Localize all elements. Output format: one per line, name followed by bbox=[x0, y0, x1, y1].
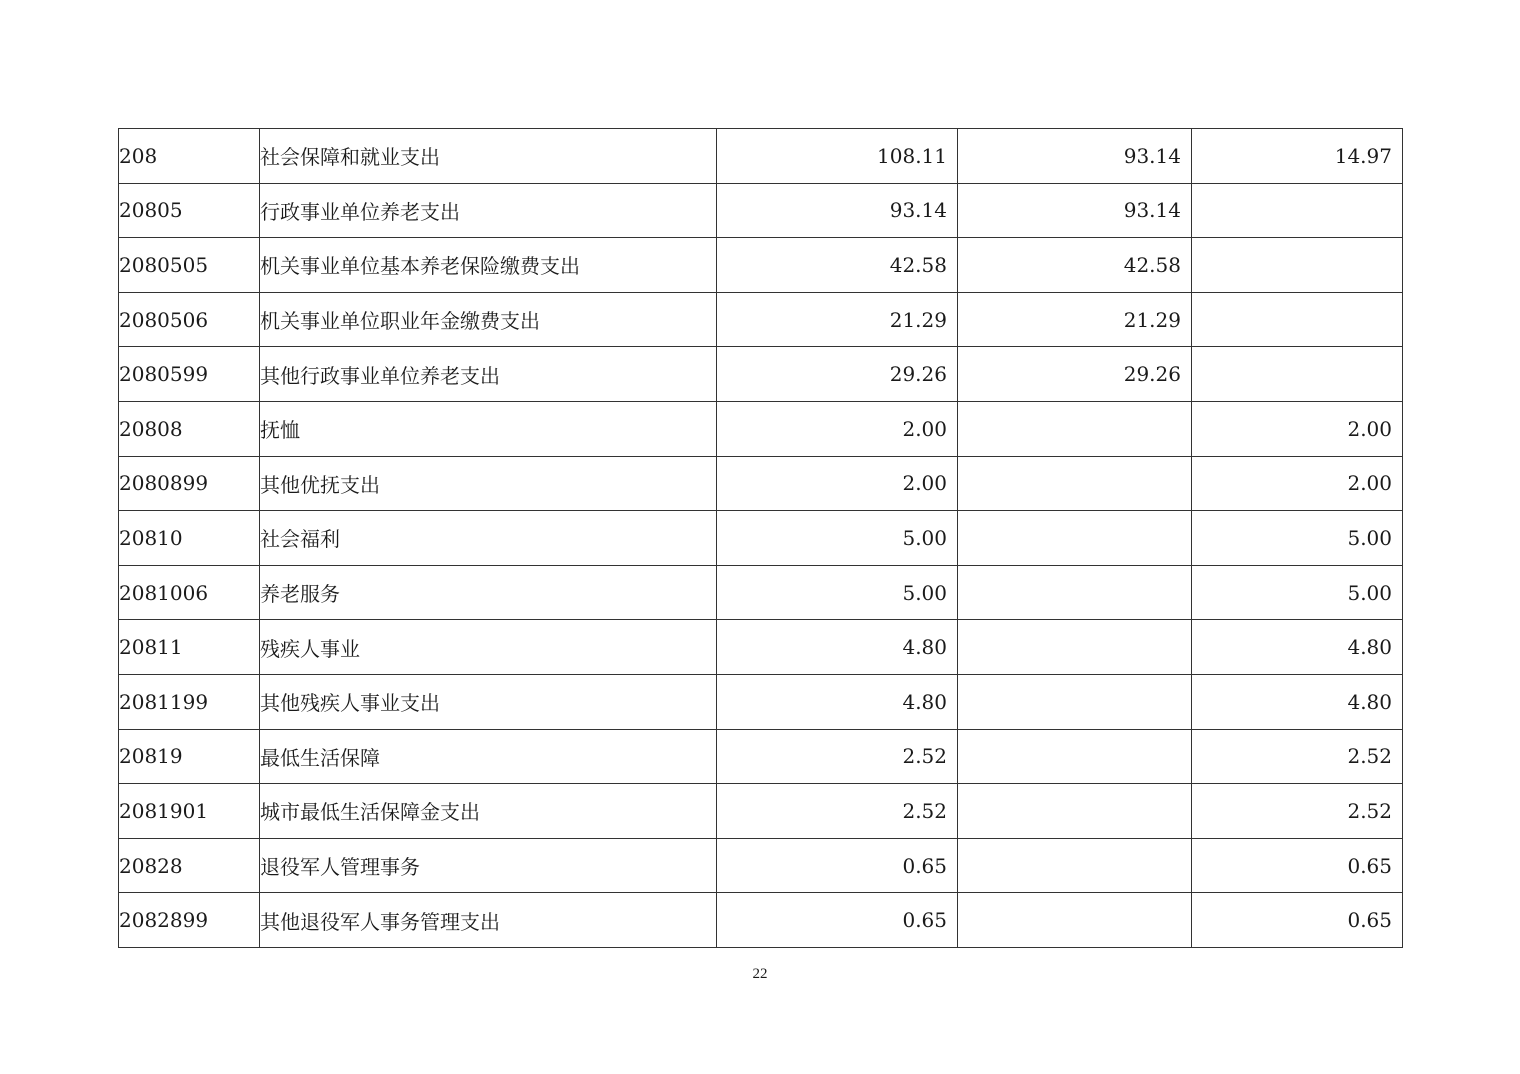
budget-expenditure-table bbox=[118, 128, 1403, 948]
basic-expenditure-cell bbox=[958, 729, 1192, 784]
table-row bbox=[119, 347, 1403, 402]
project-expenditure-cell: 2.00 bbox=[1192, 456, 1403, 511]
project-expenditure-cell: 2.52 bbox=[1192, 729, 1403, 784]
table-row bbox=[119, 292, 1403, 347]
total-amount-cell: 21.29 bbox=[717, 292, 958, 347]
basic-expenditure-cell: 29.26 bbox=[958, 347, 1192, 402]
basic-expenditure-cell bbox=[958, 784, 1192, 839]
basic-expenditure-cell bbox=[958, 674, 1192, 729]
basic-expenditure-cell bbox=[958, 401, 1192, 456]
table-row bbox=[119, 620, 1403, 675]
subject-code-cell: 20811 bbox=[119, 620, 260, 675]
subject-code-cell: 20805 bbox=[119, 183, 260, 238]
project-expenditure-cell: 2.00 bbox=[1192, 401, 1403, 456]
total-amount-cell: 108.11 bbox=[717, 129, 958, 184]
project-expenditure-cell: 2.52 bbox=[1192, 784, 1403, 839]
basic-expenditure-cell bbox=[958, 565, 1192, 620]
subject-code-cell: 2080506 bbox=[119, 292, 260, 347]
total-amount-cell: 2.52 bbox=[717, 784, 958, 839]
project-expenditure-cell: 4.80 bbox=[1192, 674, 1403, 729]
basic-expenditure-cell: 93.14 bbox=[958, 129, 1192, 184]
subject-name-cell: 城市最低生活保障金支出 bbox=[260, 784, 717, 839]
project-expenditure-cell bbox=[1192, 238, 1403, 293]
page-number: 22 bbox=[752, 966, 768, 982]
table-row bbox=[119, 674, 1403, 729]
subject-code-cell: 2080599 bbox=[119, 347, 260, 402]
project-expenditure-cell bbox=[1192, 292, 1403, 347]
subject-code-cell: 2080899 bbox=[119, 456, 260, 511]
subject-name-cell: 养老服务 bbox=[260, 565, 717, 620]
subject-name-cell: 退役军人管理事务 bbox=[260, 838, 717, 893]
subject-code-cell: 2081006 bbox=[119, 565, 260, 620]
subject-name-cell: 其他行政事业单位养老支出 bbox=[260, 347, 717, 402]
table-row bbox=[119, 456, 1403, 511]
project-expenditure-cell: 0.65 bbox=[1192, 893, 1403, 948]
total-amount-cell: 4.80 bbox=[717, 620, 958, 675]
total-amount-cell: 29.26 bbox=[717, 347, 958, 402]
basic-expenditure-cell bbox=[958, 620, 1192, 675]
subject-name-cell: 其他残疾人事业支出 bbox=[260, 674, 717, 729]
subject-name-cell: 其他退役军人事务管理支出 bbox=[260, 893, 717, 948]
subject-code-cell: 20819 bbox=[119, 729, 260, 784]
basic-expenditure-cell bbox=[958, 511, 1192, 566]
table-row bbox=[119, 129, 1403, 184]
subject-code-cell: 2080505 bbox=[119, 238, 260, 293]
subject-code-cell: 20828 bbox=[119, 838, 260, 893]
subject-name-cell: 其他优抚支出 bbox=[260, 456, 717, 511]
subject-name-cell: 社会保障和就业支出 bbox=[260, 129, 717, 184]
total-amount-cell: 42.58 bbox=[717, 238, 958, 293]
total-amount-cell: 2.00 bbox=[717, 401, 958, 456]
subject-code-cell: 208 bbox=[119, 129, 260, 184]
project-expenditure-cell bbox=[1192, 347, 1403, 402]
table-row bbox=[119, 511, 1403, 566]
table-row bbox=[119, 729, 1403, 784]
subject-name-cell: 社会福利 bbox=[260, 511, 717, 566]
basic-expenditure-cell bbox=[958, 893, 1192, 948]
subject-name-cell: 机关事业单位职业年金缴费支出 bbox=[260, 292, 717, 347]
table-row bbox=[119, 565, 1403, 620]
total-amount-cell: 4.80 bbox=[717, 674, 958, 729]
subject-name-cell: 残疾人事业 bbox=[260, 620, 717, 675]
subject-name-cell: 抚恤 bbox=[260, 401, 717, 456]
basic-expenditure-cell: 93.14 bbox=[958, 183, 1192, 238]
table-row bbox=[119, 401, 1403, 456]
subject-code-cell: 2082899 bbox=[119, 893, 260, 948]
basic-expenditure-cell bbox=[958, 838, 1192, 893]
total-amount-cell: 2.52 bbox=[717, 729, 958, 784]
project-expenditure-cell: 0.65 bbox=[1192, 838, 1403, 893]
table-row bbox=[119, 238, 1403, 293]
subject-code-cell: 2081199 bbox=[119, 674, 260, 729]
total-amount-cell: 5.00 bbox=[717, 511, 958, 566]
subject-name-cell: 行政事业单位养老支出 bbox=[260, 183, 717, 238]
subject-code-cell: 20808 bbox=[119, 401, 260, 456]
total-amount-cell: 2.00 bbox=[717, 456, 958, 511]
project-expenditure-cell bbox=[1192, 183, 1403, 238]
basic-expenditure-cell bbox=[958, 456, 1192, 511]
table-row bbox=[119, 784, 1403, 839]
total-amount-cell: 5.00 bbox=[717, 565, 958, 620]
project-expenditure-cell: 5.00 bbox=[1192, 511, 1403, 566]
subject-name-cell: 机关事业单位基本养老保险缴费支出 bbox=[260, 238, 717, 293]
table-body bbox=[119, 129, 1403, 948]
basic-expenditure-cell: 21.29 bbox=[958, 292, 1192, 347]
subject-name-cell: 最低生活保障 bbox=[260, 729, 717, 784]
project-expenditure-cell: 4.80 bbox=[1192, 620, 1403, 675]
total-amount-cell: 0.65 bbox=[717, 893, 958, 948]
table-row bbox=[119, 893, 1403, 948]
project-expenditure-cell: 5.00 bbox=[1192, 565, 1403, 620]
total-amount-cell: 0.65 bbox=[717, 838, 958, 893]
table-row bbox=[119, 838, 1403, 893]
project-expenditure-cell: 14.97 bbox=[1192, 129, 1403, 184]
total-amount-cell: 93.14 bbox=[717, 183, 958, 238]
subject-code-cell: 2081901 bbox=[119, 784, 260, 839]
table-row bbox=[119, 183, 1403, 238]
subject-code-cell: 20810 bbox=[119, 511, 260, 566]
basic-expenditure-cell: 42.58 bbox=[958, 238, 1192, 293]
